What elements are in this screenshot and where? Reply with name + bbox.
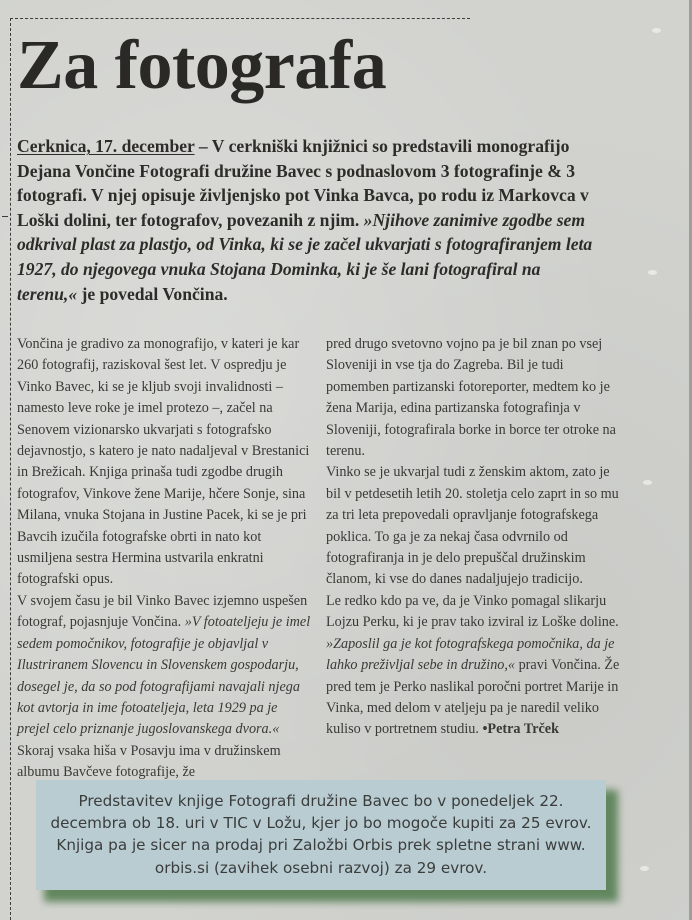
paper-speck xyxy=(640,866,649,871)
cut-line-notch xyxy=(2,216,8,217)
infobox-line: orbis.si (zavihek osebni razvoj) za 29 evrov. xyxy=(154,858,488,877)
paragraph-text: Le redko kdo pa ve, da je Vinko pomagal slikarju Lojzu Perku, ki je prav tako izviral iz Loške doline. xyxy=(326,592,619,631)
paragraph xyxy=(326,591,626,741)
paragraph-text: Skoraj vsaka hiša v Posavju ima v družinskem albumu Bavčeve fotografije, že xyxy=(17,742,281,781)
article-lead xyxy=(17,134,597,306)
paragraph: Vinko se je ukvarjal tudi z ženskim aktom, zato je bil v petdesetih letih 20. stoletja celo zaprt in so mu za tri leta prepovedali opravljanje fotografskega poklica. To ga je za nekaj časa odvrnilo od fotografiranja in je delo prepuščal družinskim članom, ki vse do danes nadaljujejo tradicijo. xyxy=(326,464,619,588)
lead-text: – V cerkniški knjižnici so predstavili monografijo Dejana Vončine Fotografi družine Bavec s podnaslovom 3 fotografinje & 3 fotografi. V njej opisuje življenjsko pot Vinka Bavca, po rodu iz Markovca v Loški dolini, ter fotografov, povezanih z njim. xyxy=(17,136,589,230)
dateline: Cerknica, 17. december xyxy=(17,136,195,156)
quote-text: »V fotoateljeju je imel sedem pomočnikov, fotografije je objavljal v Ilustriranem Slovencu in Slovenskem gospodarju, dosegel je, da so pod fotografijami navajali njega kot avtorja in ime fotoateljeja, leta 1929 pa je prejel celo priznanje jugoslovanskega dvora.« xyxy=(17,614,311,738)
paragraph: Vončina je gradivo za monografijo, v kateri je kar 260 fotografij, raziskoval šest let. V ospredju je Vinko Bavec, ki se je kljub svoji invalidnosti – namesto leve roke je imel protezo –, začel na Senovem vizionarsko ukvarjati s fotografsko dejavnostjo, s katero je nato nadaljeval v Brestanici in Brežicah. Knjiga prinaša tudi zgodbe drugih fotografov, Vinkove žene Marije, hčere Sonje, sina Milana, vnuka Stojana in Justine Pacek, ki se je pri Bavcih izučila fotografske obrti in nato kot usmiljena sestra Hermina ustvarila enkratni fotografski opus. xyxy=(17,336,310,588)
event-infobox xyxy=(36,780,606,890)
paragraph xyxy=(17,591,313,784)
cut-line-left xyxy=(10,18,11,920)
quote-text: »Zaposlil ga je kot fotografskega pomočnika, da je lahko preživljal sebe in družino,« xyxy=(326,635,615,674)
infobox-line: Knjiga pa je sicer na prodaj pri Založbi Orbis prek spletne strani www. xyxy=(56,836,586,855)
paragraph: pred drugo svetovno vojno pa je bil znan po vsej Sloveniji in vse tja do Zagreba. Bil je tudi pomemben partizanski fotoreporter, medtem ko je žena Marija, edina partizanska fotografinja v Sloveniji, fotografirala borke in borce ter otroke na terenu. xyxy=(326,336,616,460)
cut-line-top xyxy=(10,18,470,19)
paragraph-text: pravi Vončina. Že pred tem je Perko naslikal poročni portret Marije in Vinka, med delom v ateljeju pa je naredil veliko kuliso v portretnem studiu. xyxy=(326,657,620,738)
paper-speck xyxy=(652,28,661,33)
paragraph-text: V svojem času je bil Vinko Bavec izjemno uspešen fotograf, pojasnjuje Vončina. xyxy=(17,592,308,631)
paper-speck xyxy=(648,270,657,275)
lead-quote: »Njihove zanimive zgodbe sem odkrival plast za plastjo, od Vinka, ki se je začel ukvarjati s fotografiranjem leta 1927, do njegovega vnuka Stojana Dominka, ki je še lani fotografiral na terenu,« xyxy=(17,209,593,304)
paper-speck xyxy=(643,480,652,485)
lead-attribution: je povedal Vončina. xyxy=(77,283,228,304)
infobox-line: Predstavitev knjige Fotografi družine Bavec bo v ponedeljek 22. xyxy=(78,792,564,810)
article-title: Za fotografa xyxy=(17,27,387,104)
author-byline: •Petra Trček xyxy=(482,721,559,738)
article-column-right xyxy=(326,334,626,741)
infobox-line: decembra ob 18. uri v TIC v Ložu, kjer jo bo mogoče kupiti za 25 evrov. xyxy=(50,814,592,833)
article-column-left xyxy=(17,334,313,784)
